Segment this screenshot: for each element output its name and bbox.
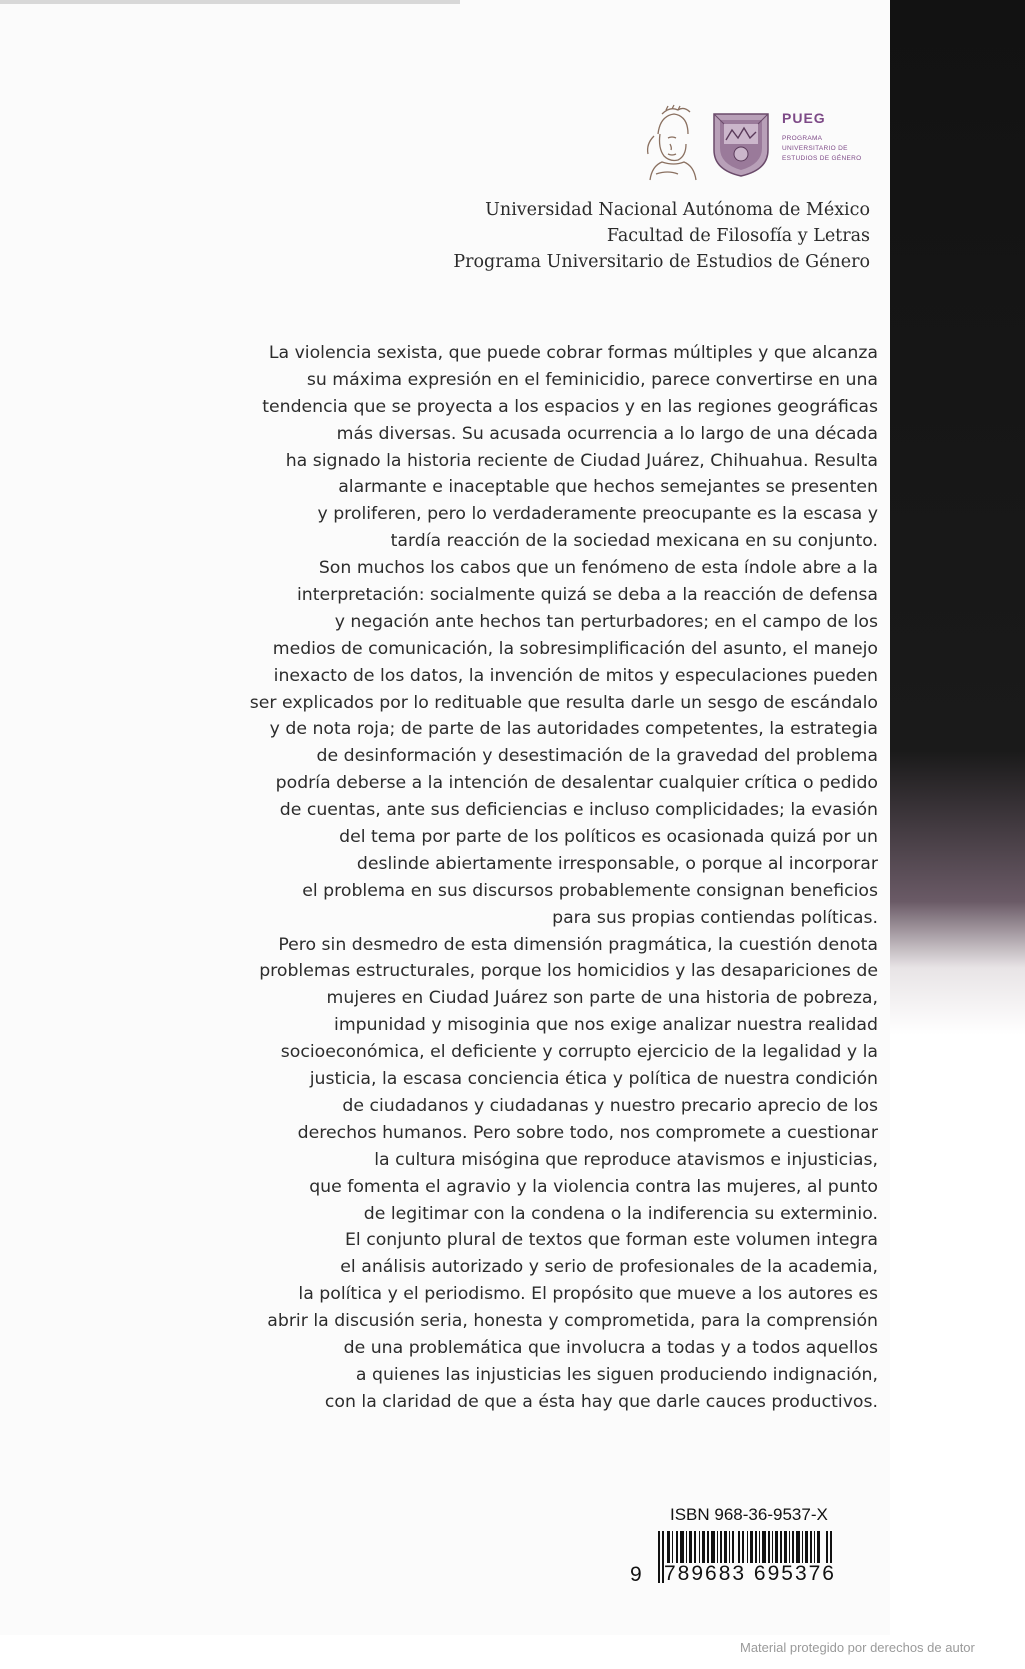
blurb-line: problemas estructurales, porque los homicidios y las desapariciones de xyxy=(259,961,878,982)
blurb-line: y negación ante hechos tan perturbadores; en el campo de los xyxy=(334,611,878,632)
blurb-line: del tema por parte de los políticos es ocasionada quizá por un xyxy=(339,827,878,848)
blurb-line: tardía reacción de la sociedad mexicana en su conjunto. xyxy=(390,531,878,552)
blurb-line: el análisis autorizado y serio de profesionales de la academia, xyxy=(340,1257,878,1278)
blurb-line: interpretación: socialmente quizá se deba a la reacción de defensa xyxy=(296,585,878,606)
logo-group xyxy=(638,104,908,184)
blurb-line: y proliferen, pero lo verdaderamente preocupante es la escasa y xyxy=(317,504,878,525)
blurb-line: la política y el periodismo. El propósito que mueve a los autores es xyxy=(298,1284,878,1305)
pueg-subtitle-line: UNIVERSITARIO DE xyxy=(782,145,848,152)
barcode-digits: 789683 695376 xyxy=(664,1562,836,1585)
blurb-line: inexacto de los datos, la invención de mitos y especulaciones pueden xyxy=(273,665,878,686)
blurb-line: a quienes las injusticias les siguen produciendo indignación, xyxy=(355,1364,878,1385)
blurb-line: ser explicados por lo redituable que resulta darle un sesgo de escándalo xyxy=(249,692,878,713)
blurb-line: de cuentas, ante sus deficiencias e incluso complicidades; la evasión xyxy=(279,800,878,821)
blurb-line: tendencia que se proyecta a los espacios y en las regiones geográficas xyxy=(262,396,878,417)
minerva-helmet-icon xyxy=(638,104,702,184)
blurb-line: justicia, la escasa conciencia ética y política de nuestra condición xyxy=(309,1069,878,1090)
blurb-line: La violencia sexista, que puede cobrar formas múltiples y que alcanza xyxy=(268,343,878,363)
blurb-line: el problema en sus discursos probablemente consignan beneficios xyxy=(302,880,878,901)
blurb-line: deslinde abiertamente irresponsable, o porque al incorporar xyxy=(356,853,878,874)
university-name: Universidad Nacional Autónoma de México xyxy=(485,200,870,220)
blurb-line: derechos humanos. Pero sobre todo, nos compromete a cuestionar xyxy=(297,1122,878,1143)
blurb-line: impunidad y misoginia que nos exige analizar nuestra realidad xyxy=(334,1015,878,1036)
blurb-line: Pero sin desmedro de esta dimensión pragmática, la cuestión denota xyxy=(278,934,878,955)
pueg-subtitle-line: PROGRAMA xyxy=(782,135,823,142)
copyright-watermark: Material protegido por derechos de autor xyxy=(740,1640,975,1655)
institution-block xyxy=(380,197,870,275)
blurb-line: de desinformación y desestimación de la gravedad del problema xyxy=(316,746,878,767)
blurb-line: de ciudadanos y ciudadanas y nuestro precario aprecio de los xyxy=(342,1095,878,1116)
blurb-line: socioeconómica, el deficiente y corrupto ejercicio de la legalidad y la xyxy=(280,1042,878,1063)
blurb-line: de una problemática que involucra a todas y a todos aquellos xyxy=(343,1337,878,1358)
pueg-subtitle-line: ESTUDIOS DE GÉNERO xyxy=(782,155,862,162)
blurb-line: ha signado la historia reciente de Ciudad Juárez, Chihuahua. Resulta xyxy=(285,450,878,471)
blurb-line: medios de comunicación, la sobresimplificación del asunto, el manejo xyxy=(272,638,878,659)
unam-shield-icon xyxy=(710,110,772,178)
blurb-line: la cultura misógina que reproduce atavismos e injusticias, xyxy=(374,1149,878,1170)
blurb-line: mujeres en Ciudad Juárez son parte de una historia de pobreza, xyxy=(326,988,878,1009)
faculty-name: Facultad de Filosofía y Letras xyxy=(606,226,870,246)
blurb-line: podría deberse a la intención de desalentar cualquier crítica o pedido xyxy=(275,773,878,794)
pueg-title: PUEG xyxy=(782,110,826,126)
isbn-label: ISBN 968-36-9537-X xyxy=(670,1505,828,1524)
blurb-line: y de nota roja; de parte de las autoridades competentes, la estrategia xyxy=(269,719,878,740)
program-name: Programa Universitario de Estudios de Género xyxy=(453,252,870,272)
blurb-line: Son muchos los cabos que un fenómeno de esta índole abre a la xyxy=(318,558,878,579)
scan-edge-shadow xyxy=(890,0,1025,1669)
blurb-line: que fomenta el agravio y la violencia contra las mujeres, al punto xyxy=(309,1176,878,1197)
blurb-line: para sus propias contiendas políticas. xyxy=(552,907,878,928)
back-cover-blurb xyxy=(160,340,878,1416)
blurb-line: de legitimar con la condena o la indiferencia su exterminio. xyxy=(363,1203,878,1224)
blurb-line: abrir la discusión seria, honesta y comprometida, para la comprensión xyxy=(267,1311,878,1332)
pueg-subtitle xyxy=(782,134,902,164)
blurb-line: su máxima expresión en el feminicidio, parece convertirse en una xyxy=(306,369,878,390)
blurb-line: alarmante e inaceptable que hechos semejantes se presenten xyxy=(338,477,878,498)
barcode-lead-digit: 9 xyxy=(630,1563,642,1586)
blurb-line: El conjunto plural de textos que forman este volumen integra xyxy=(345,1230,878,1251)
blurb-line: más diversas. Su acusada ocurrencia a lo largo de una década xyxy=(336,423,878,444)
top-edge-strip xyxy=(0,0,460,4)
blurb-line: con la claridad de que a ésta hay que darle cauces productivos. xyxy=(324,1391,878,1412)
